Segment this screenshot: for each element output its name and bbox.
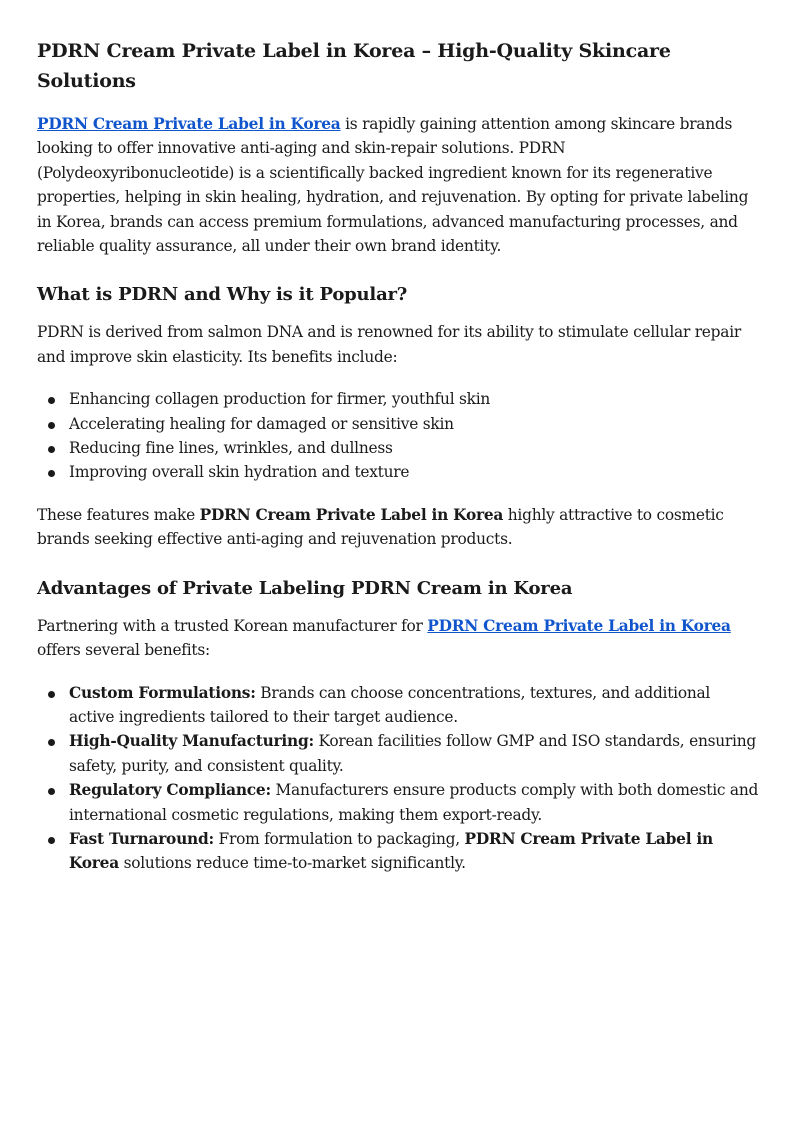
section2-paragraph: Partnering with a trusted Korean manufacturer for PDRN Cream Private Label in Korea offers several benefits: (37, 616, 731, 660)
page-title: PDRN Cream Private Label in Korea – High-Quality Skincare Solutions (37, 40, 671, 92)
list-item: Accelerating healing for damaged or sensitive skin (37, 412, 759, 436)
bullet-icon (48, 470, 55, 477)
list-item: Custom Formulations: Brands can choose concentrations, textures, and additional active ingredients tailored to their target audience. (37, 681, 759, 730)
list-item: High-Quality Manufacturing: Korean facilities follow GMP and ISO standards, ensuring safety, purity, and consistent quality. (37, 729, 759, 778)
section2-link[interactable]: PDRN Cream Private Label in Korea (427, 616, 731, 635)
document-body (37, 36, 759, 894)
list-item: Regulatory Compliance: Manufacturers ensure products comply with both domestic and international cosmetic regulations, making them export-ready. (37, 778, 759, 827)
bullet-icon (48, 446, 55, 453)
section-heading-advantages: Advantages of Private Labeling PDRN Cream in Korea (37, 577, 573, 599)
intro-link[interactable]: PDRN Cream Private Label in Korea (37, 115, 341, 133)
section1-closing-paragraph: These features make PDRN Cream Private Label in Korea highly attractive to cosmetic brands seeking effective anti-aging and rejuvenation products. (37, 505, 724, 549)
bullet-icon (48, 837, 55, 844)
bullet-icon (48, 422, 55, 429)
list-item: Reducing fine lines, wrinkles, and dullness (37, 436, 759, 460)
intro-text: is rapidly gaining attention among skincare brands looking to offer innovative anti-aging and skin-repair solutions. PDRN (Polydeoxyribonucleotide) is a scientifically backed ingredient known for its regenerative properties, helping in skin healing, hydration, and rejuvenation. By opting for private labeling in Korea, brands can access premium formulations, advanced manufacturing processes, and reliable quality assurance, all under their own brand identity. (37, 115, 749, 256)
list-item: Fast Turnaround: From formulation to packaging, PDRN Cream Private Label in Korea solutions reduce time-to-market significantly. (37, 827, 759, 876)
bold-keyword: PDRN Cream Private Label in Korea (199, 505, 504, 524)
intro-paragraph (37, 112, 759, 258)
list-item: Improving overall skin hydration and texture (37, 460, 759, 484)
bullet-icon (48, 788, 55, 795)
bullet-icon (48, 691, 55, 698)
benefits-list (37, 387, 759, 485)
advantages-list (37, 681, 759, 876)
bullet-icon (48, 397, 55, 404)
section1-paragraph: PDRN is derived from salmon DNA and is renowned for its ability to stimulate cellular repair and improve skin elasticity. Its benefits include: (37, 323, 741, 366)
bullet-icon (48, 739, 55, 746)
list-item: Enhancing collagen production for firmer, youthful skin (37, 387, 759, 411)
section-heading-what-is-pdrn: What is PDRN and Why is it Popular? (37, 284, 408, 306)
